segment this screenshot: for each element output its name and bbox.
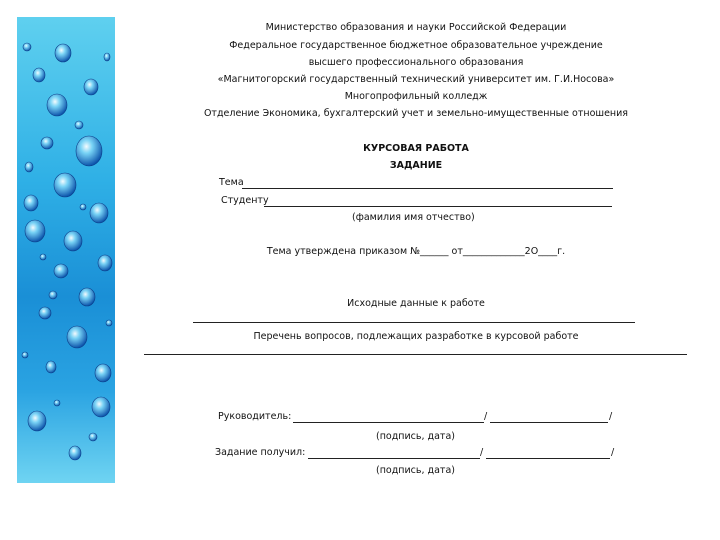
questions-field-line[interactable]	[144, 354, 687, 355]
university-name-line: «Магнитогорский государственный технический университет им. Г.И.Носова»	[217, 74, 615, 85]
theme-label: Тема	[219, 177, 244, 188]
department-line: Отделение Экономика, бухгалтерский учет и земельно-имущественные отношения	[203, 108, 629, 119]
supervisor-label: Руководитель:	[218, 411, 292, 422]
separator-slash: /	[609, 411, 613, 422]
separator-slash: /	[484, 411, 488, 422]
received-hint: (подпись, дата)	[376, 465, 455, 476]
student-label: Студенту	[221, 195, 269, 206]
received-label: Задание получил:	[215, 447, 306, 458]
student-hint: (фамилия имя отчество)	[352, 212, 475, 223]
separator-slash: /	[480, 447, 484, 458]
received-date-line[interactable]	[486, 458, 610, 459]
page-title: КУРСОВАЯ РАБОТА	[363, 143, 469, 154]
water-drops-image	[17, 17, 115, 483]
separator-slash: /	[611, 447, 615, 458]
questions-label: Перечень вопросов, подлежащих разработке в курсовой работе	[253, 331, 579, 342]
order-approval-line: Тема утверждена приказом №______ от_____________2О____г.	[266, 246, 566, 257]
theme-field-line[interactable]	[242, 188, 613, 189]
water-drops-graphic	[17, 17, 115, 483]
student-field-line[interactable]	[264, 206, 612, 207]
institution-type-line: Федеральное государственное бюджетное образовательное учреждение	[229, 40, 603, 51]
page-subtitle: ЗАДАНИЕ	[389, 160, 443, 171]
received-signature-line[interactable]	[308, 458, 480, 459]
input-data-label: Исходные данные к работе	[347, 298, 485, 309]
supervisor-hint: (подпись, дата)	[376, 431, 455, 442]
supervisor-date-line[interactable]	[490, 422, 608, 423]
ministry-line: Министерство образования и науки Российской Федерации	[265, 22, 567, 33]
college-line: Многопрофильный колледж	[344, 91, 488, 102]
supervisor-signature-line[interactable]	[293, 422, 484, 423]
education-level-line: высшего профессионального образования	[308, 57, 524, 68]
input-data-field-line[interactable]	[193, 322, 635, 323]
